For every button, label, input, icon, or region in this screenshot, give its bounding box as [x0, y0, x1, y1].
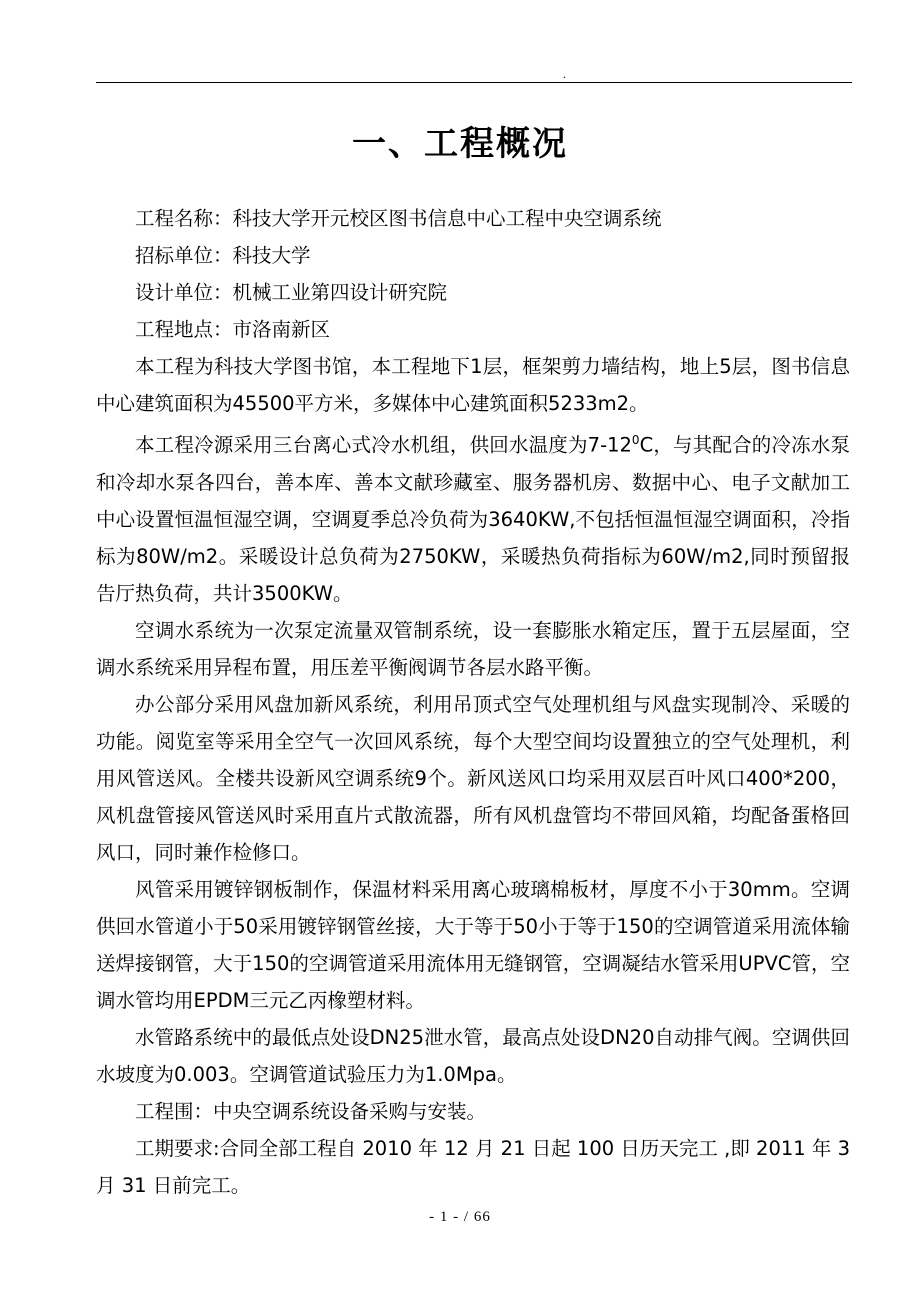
degree-superscript: 0 — [631, 433, 640, 447]
page-title: 一、工程概况 — [352, 124, 568, 164]
cooling-text-end: C，与其配合的冷冻水泵和冷却水泵各四台，善本库、善本文献珍藏室、服务器机房、数据中心、电子文献加工中心设置恒温恒湿空调，空调夏季总冷负荷为3640KW,不包括恒温恒湿空调面积，冷指标为80W/m2。采暖设计总负荷为2750KW，采暖热负荷指标为60W/m2,同时预留报告厅热负荷，共计3500KW。 — [96, 433, 850, 605]
paragraph-water-system: 空调水系统为一次泵定流量双管制系统，设一套膨胀水箱定压，置于五层屋面，空调水系统采用异程布置，用压差平衡阀调节各层水路平衡。 — [96, 618, 850, 679]
paragraph-building: 本工程为科技大学图书馆，本工程地下1层，框架剪力墙结构，地上5层，图书信息中心建筑面积为45500平方米，多媒体中心建筑面积5233m2。 — [96, 355, 850, 415]
paragraph-scope: 工程围：中央空调系统设备采购与安装。 — [135, 1099, 487, 1123]
paragraph-piping: 水管路系统中的最低点处设DN25泄水管，最高点处设DN20自动排气阀。空调供回水坡度为0.003。空调管道试验压力为1.0Mpa。 — [96, 1025, 850, 1086]
document-body — [96, 200, 850, 1204]
paragraph-cooling-source — [96, 422, 850, 612]
page-number: - 1 - / 66 — [429, 1209, 491, 1225]
tender-unit: 招标单位：科技大学 — [135, 244, 311, 267]
paragraph-ductwork: 风管采用镀锌钢板制作，保温材料采用离心玻璃棉板材，厚度不小于30mm。空调供回水管道小于50采用镀锌钢管丝接，大于等于50小于等于150的空调管道采用流体输送焊接钢管，大于150的空调管道采用流体用无缝钢管，空调凝结水管采用UPVC管，空调水管均用EPDM三元乙丙橡塑材料。 — [96, 877, 850, 1012]
project-location: 工程地点：市洛南新区 — [135, 318, 331, 341]
header-mark: . — [563, 67, 566, 81]
design-unit: 设计单位：机械工业第四设计研究院 — [135, 281, 448, 304]
header-rule — [96, 82, 852, 83]
paragraph-air-system: 办公部分采用风盘加新风系统，利用吊顶式空气处理机组与风盘实现制冷、采暖的功能。阅览室等采用全空气一次回风系统，每个大型空间均设置独立的空气处理机，利用风管送风。全楼共设新风空调系统9个。新风送风口均采用双层百叶风口400*200，风机盘管接风管送风时采用直片式散流器，所有风机盘管均不带回风箱，均配备蛋格回风口，同时兼作检修口。 — [96, 692, 850, 864]
project-name: 工程名称：科技大学开元校区图书信息中心工程中央空调系统 — [135, 207, 662, 230]
paragraph-schedule: 工期要求:合同全部工程自 2010 年 12 月 21 日起 100 日历天完工 ,即 2011 年 3 月 31 日前完工。 — [96, 1136, 850, 1197]
cooling-text-start: 本工程冷源采用三台离心式冷水机组，供回水温度为7-12 — [135, 433, 632, 457]
